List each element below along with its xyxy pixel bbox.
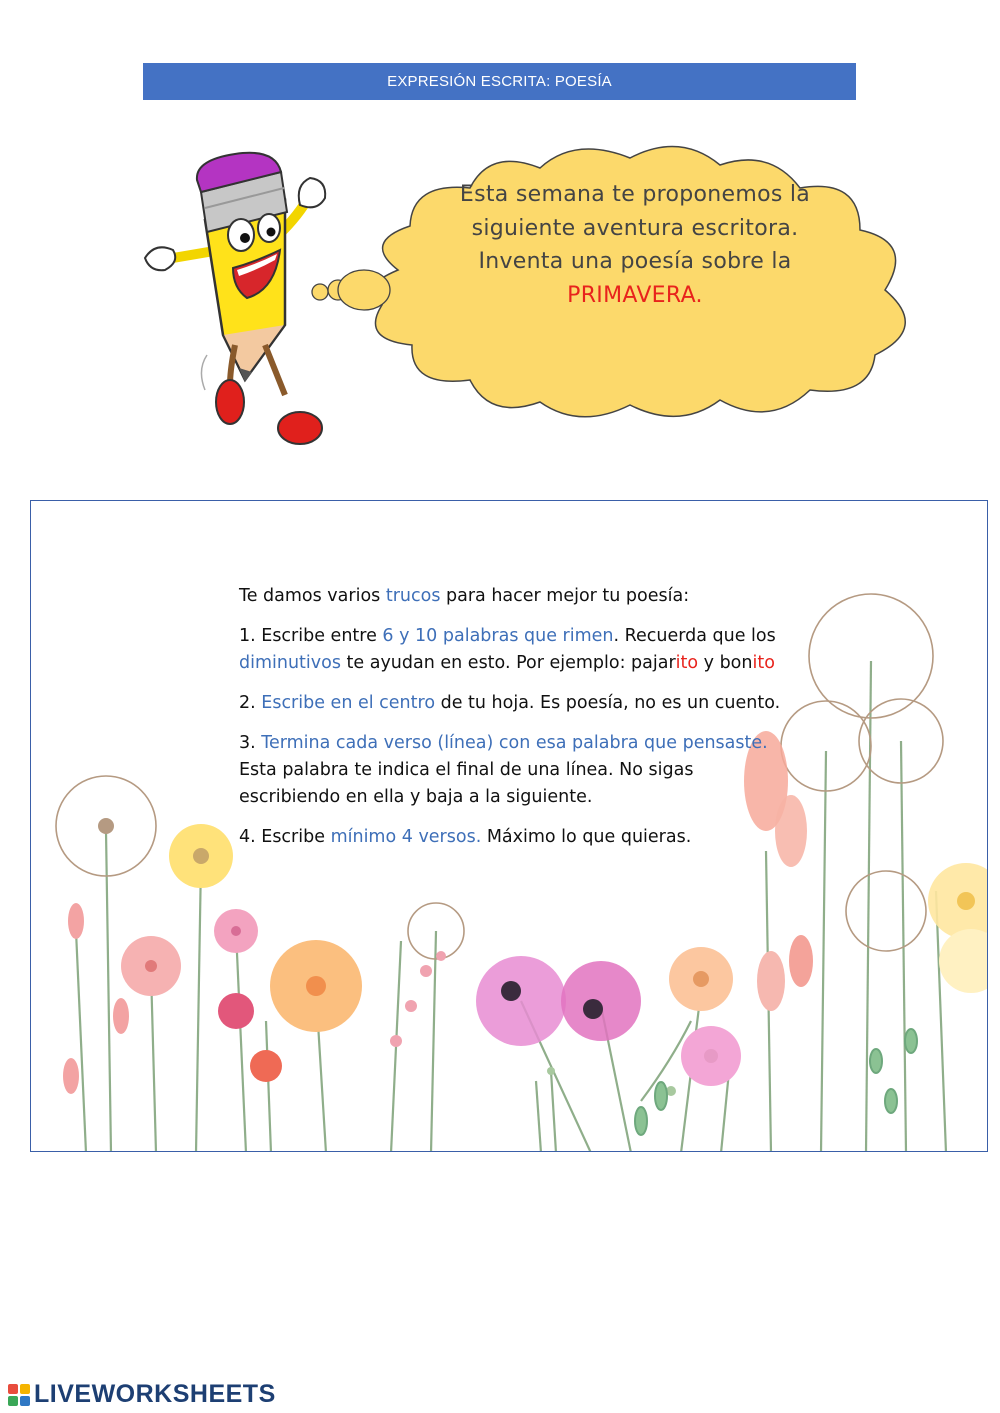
tip-3-text: Esta palabra te indica el final de una línea. No sigas escribiendo en ella y baja a la siguiente. — [239, 760, 694, 807]
tip-3-number: 3. — [239, 733, 262, 753]
thought-cloud-text — [455, 178, 815, 312]
tip-4 — [239, 824, 799, 851]
liveworksheets-logo-icon — [8, 1384, 30, 1406]
tips-intro-text: Te damos varios — [239, 586, 386, 606]
tip-2-highlight: Escribe en el centro — [261, 693, 436, 713]
tip-1-suffix: ito — [675, 653, 699, 673]
bubble-message: Esta semana te proponemos la siguiente aventura escritora. Inventa una poesía sobre la — [459, 182, 811, 274]
tip-1-text-3: te ayudan en esto. Por ejemplo: pajar — [340, 653, 676, 673]
tip-1-text-4: y bon — [698, 653, 753, 673]
tip-1-highlight: 6 y 10 palabras que rimen — [382, 626, 614, 646]
tip-1-highlight-2: diminutivos — [239, 653, 341, 673]
tips-intro — [239, 583, 799, 610]
tip-1-text: 1. Escribe entre — [239, 626, 383, 646]
tip-2 — [239, 690, 799, 717]
tips-panel — [30, 500, 988, 1152]
page-title: EXPRESIÓN ESCRITA: POESÍA — [387, 73, 612, 90]
tip-4-text-end: Máximo lo que quieras. — [481, 827, 692, 847]
bubble-highlight: PRIMAVERA. — [567, 282, 703, 308]
tip-2-text: de tu hoja. Es poesía, no es un cuento. — [435, 693, 781, 713]
page-title-banner — [143, 63, 856, 100]
logo-text: LIVEWORKSHEETS — [34, 1380, 276, 1408]
liveworksheets-logo — [8, 1380, 276, 1409]
tip-1-text-2: . Recuerda que los — [613, 626, 776, 646]
tip-3 — [239, 730, 799, 811]
tips-intro-text-end: para hacer mejor tu poesía: — [440, 586, 690, 606]
tip-1 — [239, 623, 799, 677]
tip-3-highlight: Termina cada verso (línea) con esa palabra que pensaste. — [261, 733, 768, 753]
tip-2-number: 2. — [239, 693, 262, 713]
tips-text — [239, 583, 799, 864]
tip-1-suffix-2: ito — [752, 653, 775, 673]
tip-4-highlight: mínimo 4 versos. — [330, 827, 482, 847]
tip-4-text: 4. Escribe — [239, 827, 331, 847]
tips-intro-highlight: trucos — [385, 586, 441, 606]
